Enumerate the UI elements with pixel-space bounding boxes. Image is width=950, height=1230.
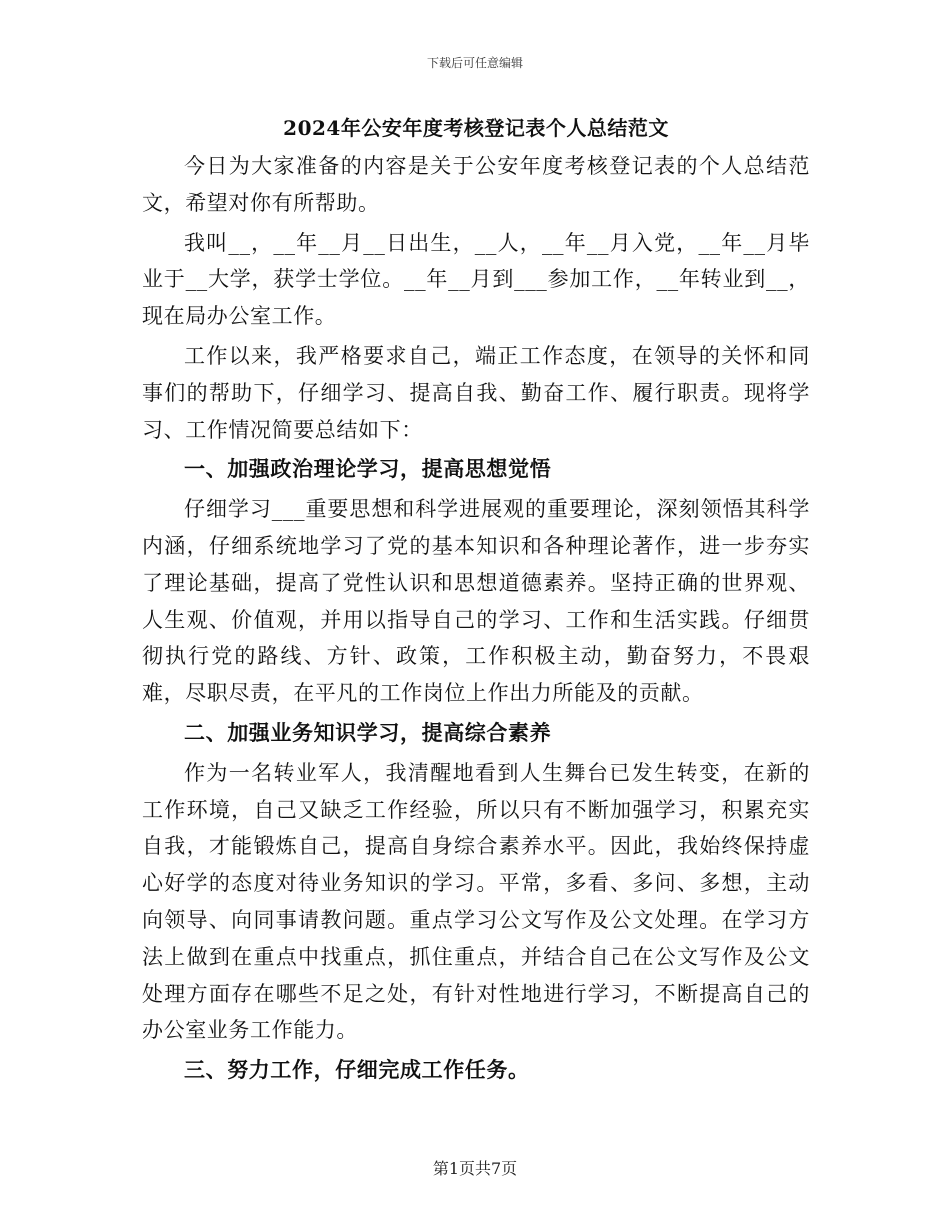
section-heading-1: 一、加强政治理论学习，提高思想觉悟 <box>184 456 552 482</box>
section-heading-2: 二、加强业务知识学习，提高综合素养 <box>184 719 552 745</box>
section-body-1: 仔细学习___重要思想和科学进展观的重要理论，深刻领悟其科学内涵，仔细系统地学习了党的基本知识和各种理论著作，进一步夯实了理论基础，提高了党性认识和思想道德素养。坚持正确的世界观、人生观、价值观，并用以指导自己的学习、工作和生活实践。仔细贯彻执行党的路线、方针、政策，工作积极主动，勤奋努力，不畏艰难，尽职尽责，在平凡的工作岗位上作出力所能及的贡献。 <box>142 497 810 706</box>
document-body <box>142 108 810 1089</box>
document-title: 2024年公安年度考核登记表个人总结范文 <box>283 116 669 140</box>
bio-paragraph: 我叫__，__年__月__日出生，__人，__年__月入党，__年__月毕业于__大学，获学士学位。__年__月到___参加工作，__年转业到__，现在局办公室工作。 <box>142 230 810 329</box>
intro-paragraph: 今日为大家准备的内容是关于公安年度考核登记表的个人总结范文，希望对你有所帮助。 <box>142 154 810 215</box>
section-body-2: 作为一名转业军人，我清醒地看到人生舞台已发生转变，在新的工作环境，自己又缺乏工作经验，所以只有不断加强学习，积累充实自我，才能锻炼自己，提高自身综合素养水平。因此，我始终保持虚心好学的态度对待业务知识的学习。平常，多看、多问、多想，主动向领导、向同事请教问题。重点学习公文写作及公文处理。在学习方法上做到在重点中找重点，抓住重点，并结合自己在公文写作及公文处理方面存在哪些不足之处，有针对性地进行学习，不断提高自己的办公室业务工作能力。 <box>142 760 810 1043</box>
overview-paragraph: 工作以来，我严格要求自己，端正工作态度，在领导的关怀和同事们的帮助下，仔细学习、提高自我、勤奋工作、履行职责。现将学习、工作情况简要总结如下： <box>142 343 810 442</box>
section-heading-3: 三、努力工作，仔细完成工作任务。 <box>184 1057 530 1083</box>
page-indicator: 第1页共7页 <box>432 1159 518 1178</box>
page-header-note: 下载后可任意编辑 <box>426 56 523 70</box>
